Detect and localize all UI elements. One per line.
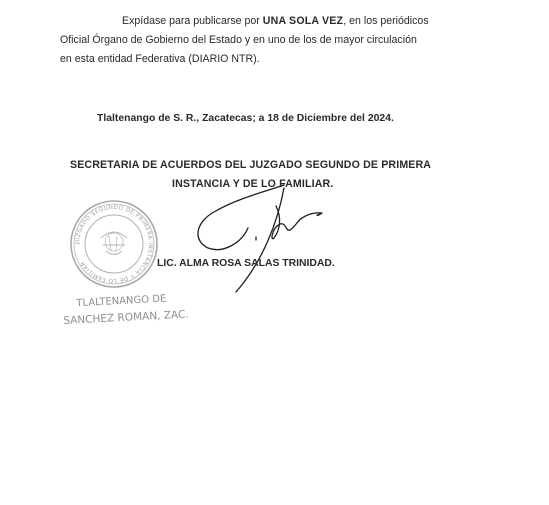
place-and-date: Tlaltenango de S. R., Zacatecas; a 18 de Diciembre del 2024. (97, 113, 394, 124)
seal-caption-line-2: SANCHEZ ROMAN, ZAC. (62, 308, 189, 327)
seal-ring-text: JUZGADO SEGUNDO DE PRIMERA INSTANCIA Y DE LO FAMILIAR (74, 204, 154, 284)
paragraph-line-1-start: Expídase para publicarse por (122, 15, 263, 27)
seal-caption-line-1: TLALTENANGO DE (76, 293, 167, 310)
handwritten-signature (190, 180, 340, 295)
paragraph-line-1 (60, 12, 450, 31)
heading-line-1: SECRETARIA DE ACUERDOS DEL JUZGADO SEGUNDO DE PRIMERA (70, 159, 432, 171)
official-seal-stamp (61, 198, 167, 290)
paragraph-emphasis: UNA SOLA VEZ (262, 15, 344, 27)
paragraph-line-2: Oficial Órgano de Gobierno del Estado y en uno de los de mayor circulación (60, 34, 417, 46)
publication-paragraph (60, 12, 450, 69)
heading-line-2: INSTANCIA Y DE LO FAMILIAR. (172, 178, 334, 190)
svg-text:JUZGADO SEGUNDO DE PRIMERA INS (75, 205, 153, 283)
signer-name: LIC. ALMA ROSA SALAS TRINIDAD. (157, 258, 335, 269)
seal-emblem (101, 232, 127, 255)
paragraph-line-1-end: , en los periódicos (343, 15, 429, 27)
seal-caption (62, 289, 189, 330)
paragraph-line-3: en esta entidad Federativa (DIARIO NTR). (60, 53, 260, 65)
